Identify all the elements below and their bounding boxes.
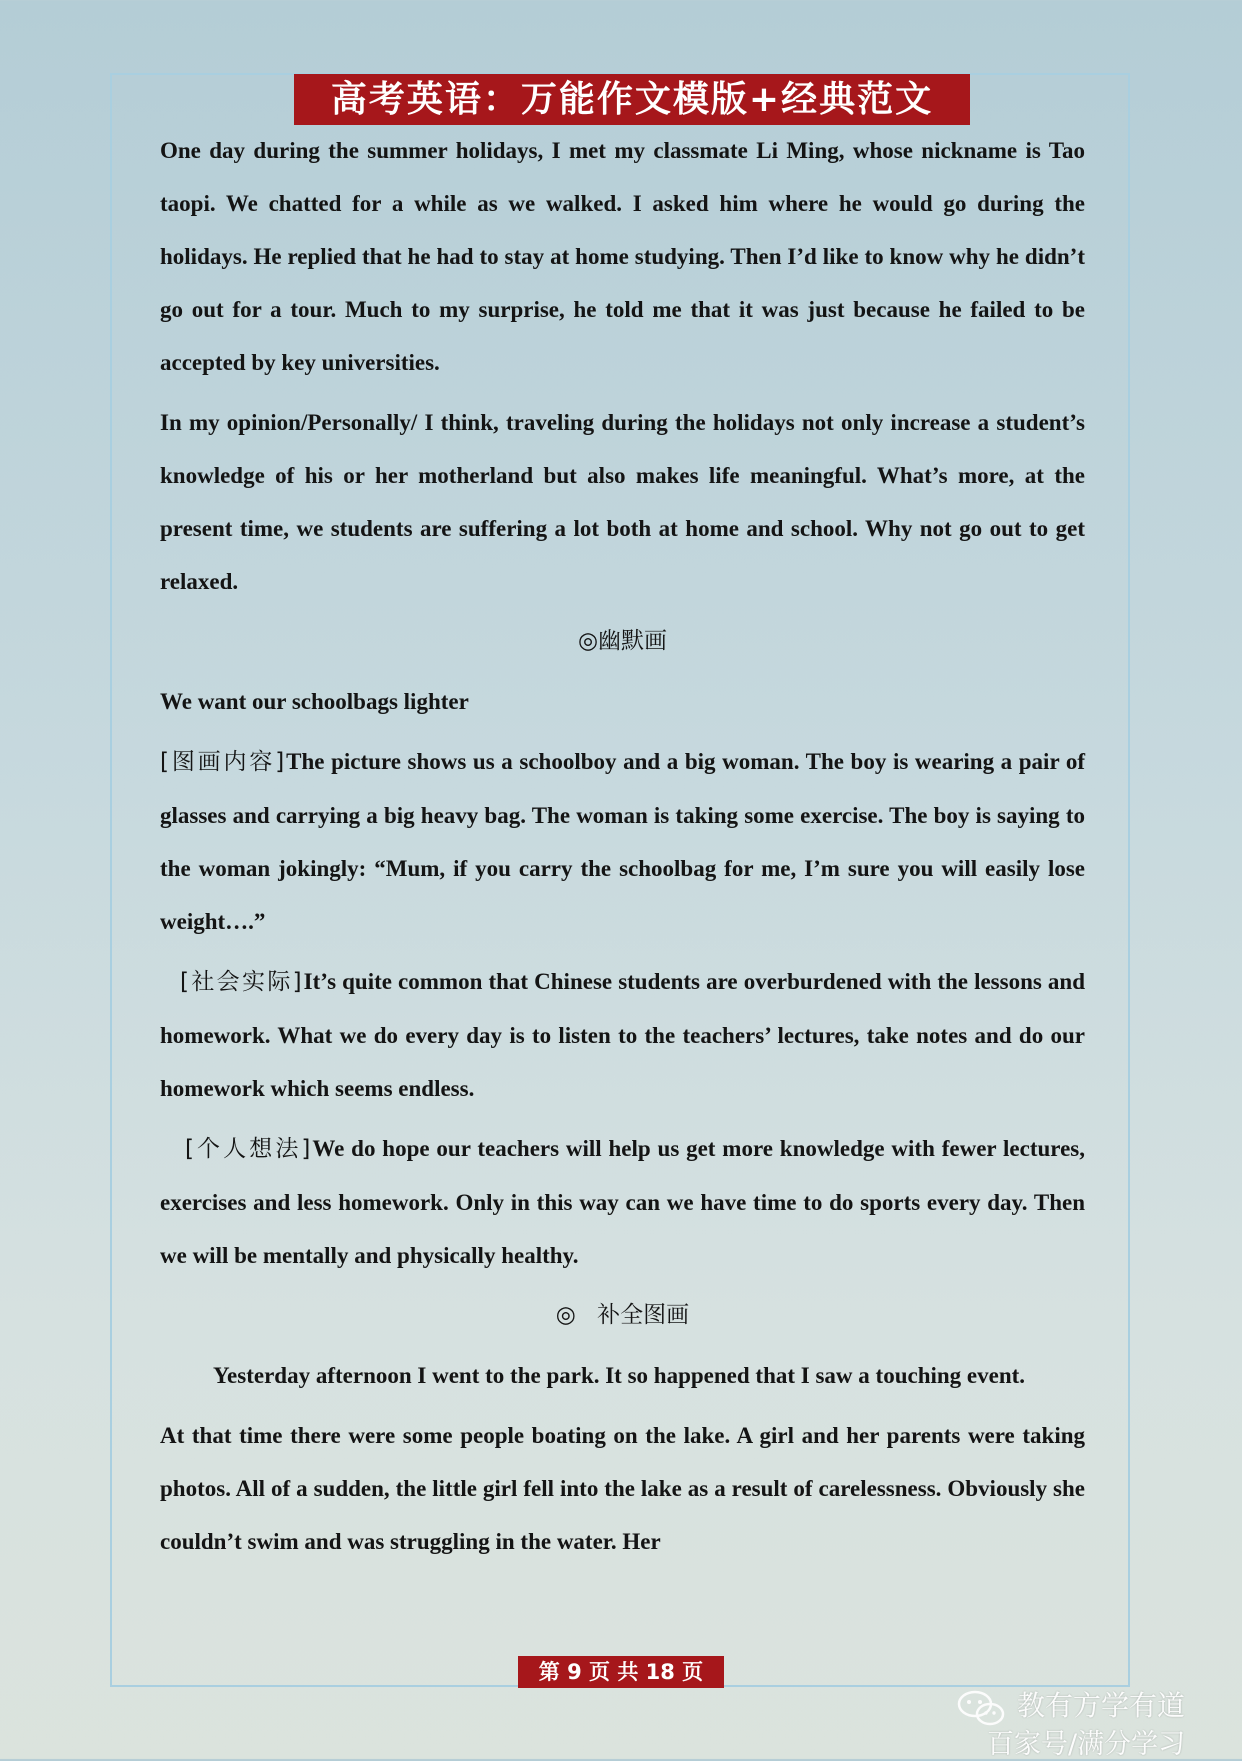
document-body — [160, 124, 1085, 1575]
tag-personal-opinion: [个人想法] — [185, 1136, 313, 1162]
watermark-source: 百家号/满分学习 — [987, 1729, 1186, 1760]
tag-social-reality: [社会实际] — [180, 969, 304, 995]
paragraph-picture-content-text: The picture shows us a schoolboy and a big woman. The boy is wearing a pair of glasses and carrying a big heavy bag. The woman is taking some exercise. The boy is saying to the woman jokingly: “Mum, if you carry the schoolbag for me, I’m sure you will easily lose weight….” — [160, 749, 1085, 934]
paragraph-boating: At that time there were some people boating on the lake. A girl and her parents were taking photos. All of a sudden, the little girl fell into the lake as a result of carelessness. Obviously she couldn’t swim and was struggling in the water. Her — [160, 1423, 1085, 1554]
page-title: 高考英语：万能作文模版+经典范文 — [294, 74, 970, 125]
paragraph-park-intro: Yesterday afternoon I went to the park. It so happened that I saw a touching event. — [213, 1363, 1026, 1388]
section-heading-complete-picture: ◎ 补全图画 — [555, 1302, 690, 1328]
paragraph-2: In my opinion/Personally/ I think, traveling during the holidays not only increase a student’s knowledge of his or her motherland but also makes life meaningful. What’s more, at the present time, we students are suffering a lot both at home and school. Why not go out to get relaxed. — [160, 410, 1085, 594]
paragraph-1: One day during the summer holidays, I met my classmate Li Ming, whose nickname is Tao taopi. We chatted for a while as we walked. I asked him where he would go during the holidays. He replied that he had to stay at home studying. Then I’d like to know why he didn’t go out for a tour. Much to my surprise, he told me that it was just because he failed to be accepted by key universities. — [160, 138, 1085, 375]
section-heading-humor-picture: ◎幽默画 — [577, 628, 668, 654]
watermark — [955, 1680, 1235, 1760]
watermark-brand: 教有方学有道 — [1017, 1689, 1186, 1722]
paragraph-social-reality-text: It’s quite common that Chinese students are overburdened with the lessons and homework. What we do every day is to listen to the teachers’ lectures, take notes and do our homework which seems endless. — [160, 969, 1085, 1101]
essay-subtitle: We want our schoolbags lighter — [160, 689, 469, 714]
paragraph-personal-opinion — [160, 1122, 1085, 1282]
tag-picture-content: [图画内容] — [160, 749, 287, 775]
paragraph-picture-content — [160, 735, 1085, 948]
paragraph-social-reality — [160, 955, 1085, 1115]
page-number-badge: 第 9 页 共 18 页 — [518, 1656, 724, 1688]
paragraph-personal-opinion-text: We do hope our teachers will help us get more knowledge with fewer lectures, exercises and less homework. Only in this way can we have time to do sports every day. Then we will be mentally and physically healthy. — [160, 1136, 1085, 1268]
